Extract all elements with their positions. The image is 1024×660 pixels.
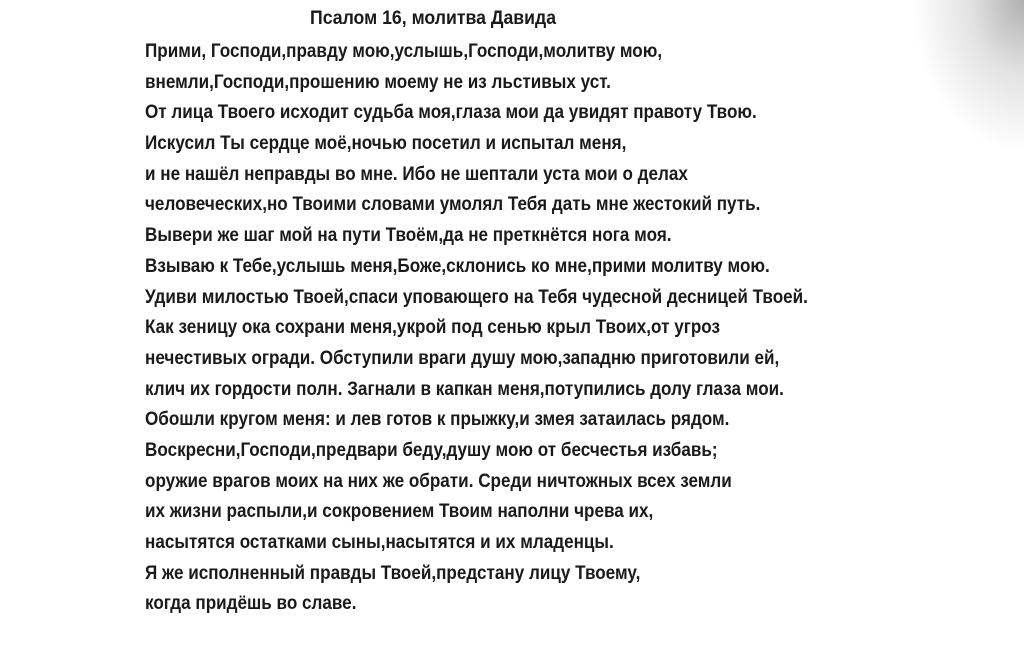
psalm-text [145, 37, 882, 620]
text-line: и не нашёл неправды во мне. Ибо не шептали уста мои о делах [145, 163, 688, 185]
text-line: Удиви милостью Твоей,спаси уповающего на Тебя чудесной десницей Твоей. [145, 286, 808, 308]
text-line: Искусил Ты сердце моё,ночью посетил и испытал меня, [145, 133, 627, 155]
text-line: Взываю к Тебе,услышь меня,Боже,склонись ко мне,прими молитву мою. [145, 255, 770, 277]
text-line: нечестивых огради. Обступили враги душу мою,западню приготовили ей, [145, 347, 780, 369]
text-line: Обошли кругом меня: и лев готов к прыжку,и змея затаилась рядом. [145, 409, 730, 431]
psalm-title: Псалом 16, молитва Давида [310, 8, 557, 29]
text-line: клич их гордости полн. Загнали в капкан меня,потупились долу глаза мои. [145, 378, 784, 400]
text-line: когда придёшь во славе. [145, 593, 357, 615]
text-line: оружие врагов моих на них же обрати. Среди ничтожных всех земли [145, 470, 732, 492]
text-line: Я же исполненный правды Твоей,предстану лицу Твоему, [145, 562, 641, 584]
text-line: человеческих,но Твоими словами умолял Тебя дать мне жестокий путь. [145, 194, 761, 216]
page-corner-shadow [914, 0, 1024, 150]
text-line: их жизни распыли,и сокровением Твоим наполни чрева их, [145, 501, 654, 523]
text-line: Воскресни,Господи,предвари беду,душу мою от бесчестья избавь; [145, 439, 718, 461]
text-line: внемли,Господи,прошению моему не из льстивых уст. [145, 71, 611, 93]
text-line: Как зеницу ока сохрани меня,укрой под сенью крыл Твоих,от угроз [145, 317, 720, 339]
text-line: Прими, Господи,правду мою,услышь,Господи,молитву мою, [145, 41, 663, 62]
text-line: От лица Твоего исходит судьба моя,глаза мои да увидят правоту Твою. [145, 102, 757, 124]
text-line: насытятся остатками сыны,насытятся и их младенцы. [145, 532, 614, 553]
text-line: Вывери же шаг мой на пути Твоём,да не преткнётся нога моя. [145, 225, 672, 247]
